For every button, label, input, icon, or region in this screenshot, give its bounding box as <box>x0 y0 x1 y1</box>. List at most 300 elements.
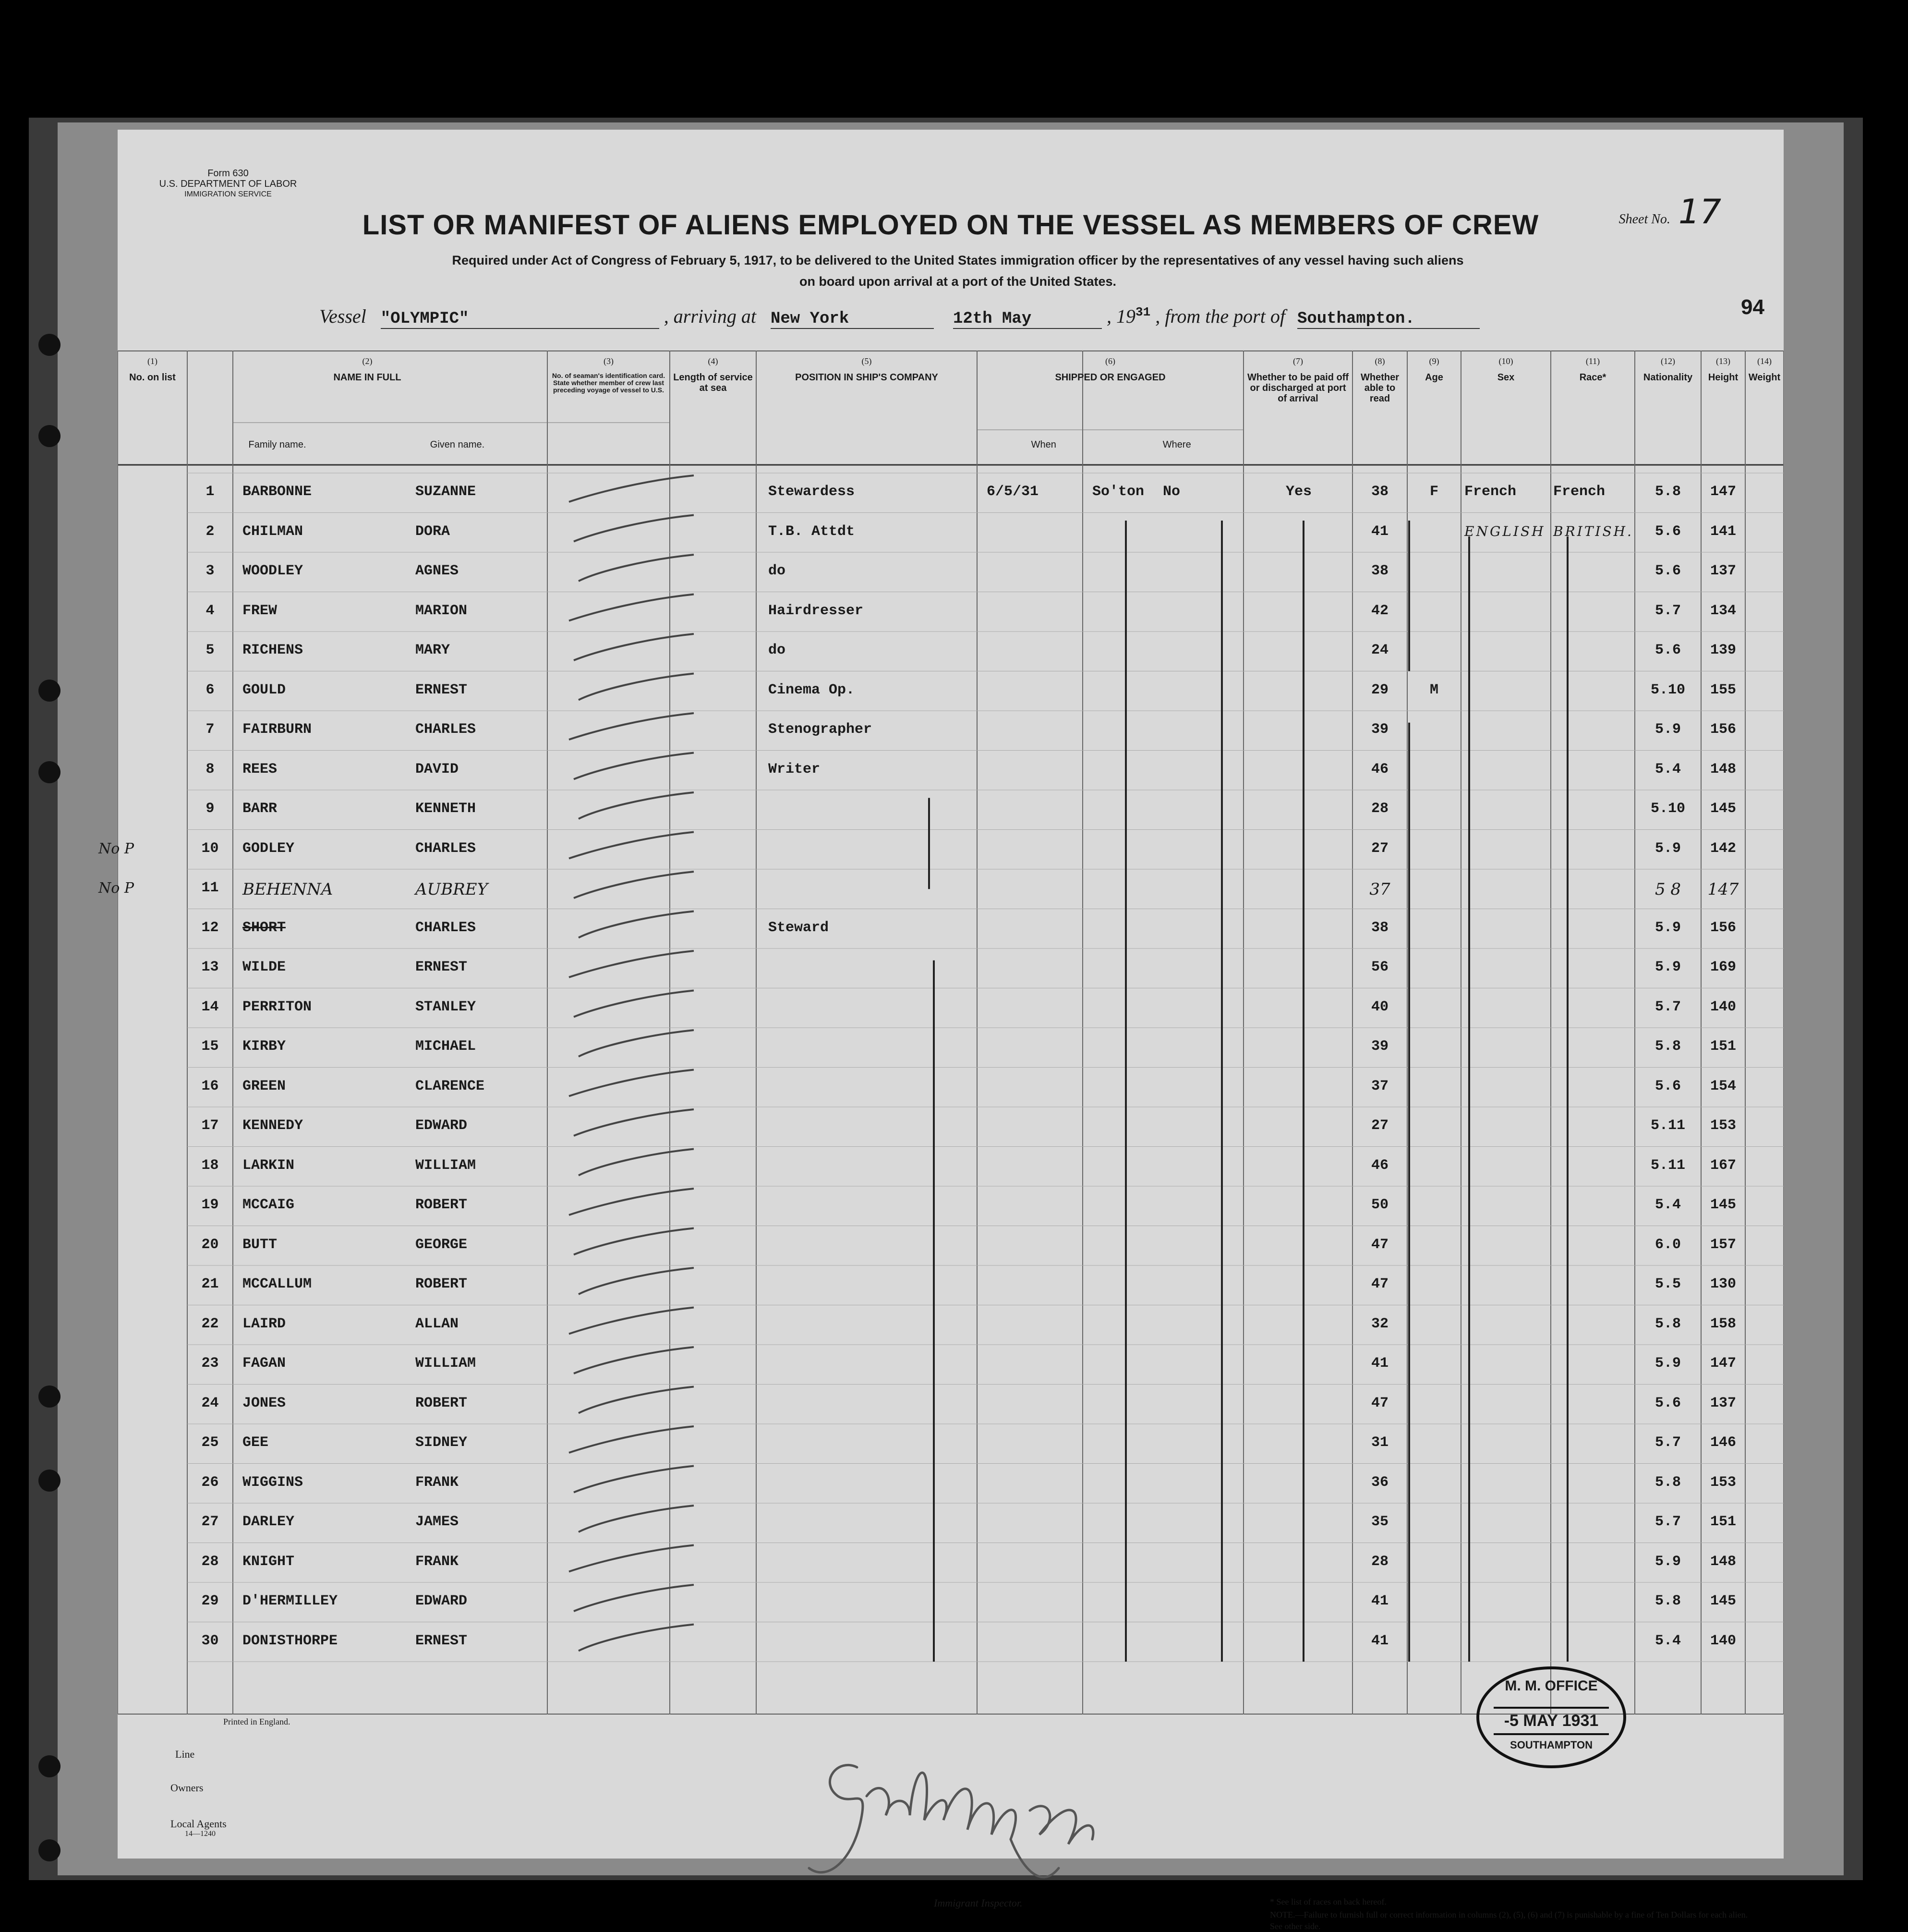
cell-where: So'ton <box>1092 484 1145 500</box>
check-stroke <box>574 991 694 1017</box>
col-num-service-length: (4) <box>708 356 718 366</box>
cell-no: 24 <box>201 1395 219 1411</box>
check-stroke <box>574 753 694 779</box>
cell-given: FRANK <box>415 1553 459 1570</box>
cell-weight: 137 <box>1710 1395 1736 1411</box>
col-header-paid-off: Whether to be paid off or discharged at port of arrival <box>1247 372 1349 404</box>
cell-family: BARBONNE <box>242 484 312 500</box>
sheet-label: Sheet No. <box>1618 212 1670 227</box>
cell-read: Yes <box>1285 484 1312 500</box>
cell-no: 6 <box>205 681 215 698</box>
form-info <box>156 168 300 200</box>
cell-height: 5.8 <box>1654 1593 1681 1609</box>
cell-position: Stewardess <box>768 484 855 500</box>
cell-given: GEORGE <box>415 1236 468 1253</box>
col-num-read: (8) <box>1375 356 1385 366</box>
departure-port: Southampton. <box>1297 310 1480 329</box>
check-stroke <box>574 634 694 660</box>
cell-given: SUZANNE <box>415 484 476 500</box>
cell-family: MCCAIG <box>242 1197 295 1213</box>
check-stroke <box>574 1228 694 1255</box>
margin-note: No P <box>98 880 134 897</box>
cell-no: 11 <box>201 880 219 896</box>
check-stroke <box>569 1308 694 1334</box>
cell-family: DONISTHORPE <box>242 1632 338 1649</box>
manifest-page <box>98 130 1784 1931</box>
cell-given: DAVID <box>415 761 459 778</box>
department: U.S. DEPARTMENT OF LABOR <box>159 179 297 189</box>
vessel-line <box>319 305 1760 329</box>
cell-weight: 153 <box>1710 1474 1736 1491</box>
cell-no: 20 <box>201 1236 219 1253</box>
cell-height: 5.9 <box>1654 840 1681 857</box>
cell-family: DARLEY <box>242 1514 295 1530</box>
cell-height: 5.9 <box>1654 959 1681 975</box>
cell-family: WOODLEY <box>242 563 303 579</box>
cell-family: RICHENS <box>242 642 303 658</box>
cell-position: Stenographer <box>768 721 872 738</box>
cell-weight: 153 <box>1710 1118 1736 1134</box>
cell-weight: 147 <box>1710 484 1736 500</box>
col-header-id-card: No. of seaman's identification card. State whether member of crew last preceding voyage of vessel to U.S. <box>552 372 665 394</box>
cell-weight: 130 <box>1710 1276 1736 1292</box>
check-stroke <box>574 515 694 542</box>
col-num-height: (13) <box>1716 356 1730 366</box>
cell-weight: 145 <box>1710 801 1736 817</box>
cell-age: 35 <box>1371 1514 1389 1530</box>
cell-given: MARY <box>415 642 450 658</box>
cell-weight: 148 <box>1710 1553 1736 1570</box>
year-value: 31 <box>1135 305 1151 319</box>
cell-given: JAMES <box>415 1514 459 1530</box>
stamp-top: M. M. OFFICE <box>1505 1678 1598 1694</box>
col-subheader-name-0: Family name. <box>248 439 306 450</box>
cell-height: 5.8 <box>1654 1315 1681 1332</box>
cell-height: 5.7 <box>1654 1434 1681 1451</box>
cell-weight: 151 <box>1710 1514 1736 1530</box>
cell-age: 39 <box>1371 721 1389 738</box>
cell-age: 41 <box>1371 1632 1389 1649</box>
cell-age: 38 <box>1371 563 1389 579</box>
cell-family: LAIRD <box>242 1315 286 1332</box>
cell-family: FAIRBURN <box>242 721 312 738</box>
check-stroke <box>579 674 694 700</box>
col-num-weight: (14) <box>1757 356 1772 366</box>
cell-family: WILDE <box>242 959 286 975</box>
cell-family: GEE <box>242 1434 269 1451</box>
cell-age: 32 <box>1371 1315 1389 1332</box>
sheet-value: 17 <box>1678 192 1721 231</box>
cell-given: ALLAN <box>415 1315 459 1332</box>
cell-age: 39 <box>1371 1038 1389 1055</box>
cell-weight: 147 <box>1707 880 1739 899</box>
cell-paid-off: No <box>1162 484 1180 500</box>
cell-no: 14 <box>201 998 219 1015</box>
col-header-nationality: Nationality <box>1643 372 1693 383</box>
cell-no: 21 <box>201 1276 219 1292</box>
cell-weight: 139 <box>1710 642 1736 658</box>
cell-height: 5.4 <box>1654 1632 1681 1649</box>
cell-given: DORA <box>415 523 450 540</box>
cell-family: MCCALLUM <box>242 1276 312 1292</box>
cell-given: ERNEST <box>415 1632 468 1649</box>
cell-age: 24 <box>1371 642 1389 658</box>
check-stroke <box>574 872 694 898</box>
check-stroke <box>569 1426 694 1453</box>
cell-family: REES <box>242 761 278 778</box>
cell-no: 27 <box>201 1514 219 1530</box>
cell-height: 5.5 <box>1654 1276 1681 1292</box>
col-header-service-length: Length of service at sea <box>673 372 753 393</box>
cell-given: MICHAEL <box>415 1038 476 1055</box>
cell-given: STANLEY <box>415 998 476 1015</box>
col-num-sex: (10) <box>1498 356 1513 366</box>
cell-height: 5.6 <box>1654 563 1681 579</box>
cell-given: MARION <box>415 602 468 619</box>
col-num-no: (1) <box>147 356 157 366</box>
cell-given: WILLIAM <box>415 1157 476 1174</box>
cell-given: ROBERT <box>415 1197 468 1213</box>
cell-height: 5.7 <box>1654 998 1681 1015</box>
cell-family: BARR <box>242 801 278 817</box>
cell-family: WIGGINS <box>242 1474 303 1491</box>
form-number: Form 630 <box>207 168 249 179</box>
check-stroke <box>579 911 694 938</box>
check-stroke <box>569 1189 694 1215</box>
cell-given: EDWARD <box>415 1118 468 1134</box>
check-stroke <box>579 1506 694 1532</box>
cell-position: Cinema Op. <box>768 681 855 698</box>
check-stroke <box>579 1030 694 1057</box>
col-header-read: Whether able to read <box>1361 372 1399 404</box>
binder-hole <box>38 1839 60 1861</box>
cell-position: Steward <box>768 919 829 936</box>
arriving-label: , arriving at <box>664 305 756 327</box>
form-code: 14—1240 <box>185 1830 216 1838</box>
cell-no: 26 <box>201 1474 219 1491</box>
col-header-height: Height <box>1708 372 1739 383</box>
binder-hole <box>38 1385 60 1408</box>
col-num-id-card: (3) <box>604 356 614 366</box>
cell-given: ROBERT <box>415 1276 468 1292</box>
cell-family: GOULD <box>242 681 286 698</box>
from-label: , from the port of <box>1155 305 1285 327</box>
check-stroke <box>569 475 694 502</box>
check-stroke <box>579 555 694 581</box>
cell-age: 38 <box>1371 484 1389 500</box>
cell-height: 5.10 <box>1650 681 1685 698</box>
office-stamp <box>1476 1666 1626 1768</box>
cell-age: 28 <box>1371 801 1389 817</box>
cell-weight: 155 <box>1710 681 1736 698</box>
check-stroke <box>569 713 694 740</box>
cell-weight: 145 <box>1710 1593 1736 1609</box>
cell-given: ROBERT <box>415 1395 468 1411</box>
cell-age: 27 <box>1371 1118 1389 1134</box>
cell-no: 7 <box>205 721 215 738</box>
year-prefix: , 19 <box>1107 305 1135 327</box>
owners-label: Owners <box>170 1782 204 1794</box>
cell-height: 5.10 <box>1650 801 1685 817</box>
col-header-position: POSITION IN SHIP'S COMPANY <box>795 372 938 383</box>
col-num-paid-off: (7) <box>1293 356 1303 366</box>
cell-family: KENNEDY <box>242 1118 303 1134</box>
col-num-shipped: (6) <box>1105 356 1115 366</box>
col-num-name: (2) <box>362 356 373 366</box>
cell-given: AGNES <box>415 563 459 579</box>
cell-weight: 147 <box>1710 1355 1736 1372</box>
col-header-sex: Sex <box>1497 372 1515 383</box>
agents-label: Local Agents <box>170 1818 227 1830</box>
cell-position: Hairdresser <box>768 602 864 619</box>
cell-sex: F <box>1429 484 1438 500</box>
cell-given: ERNEST <box>415 681 468 698</box>
cell-weight: 156 <box>1710 721 1736 738</box>
cell-given: CHARLES <box>415 840 476 857</box>
manifest-table <box>98 351 1784 1714</box>
cell-age: 41 <box>1371 1355 1389 1372</box>
cell-height: 5.6 <box>1654 1395 1681 1411</box>
cell-no: 18 <box>201 1157 219 1174</box>
cell-position: T.B. Attdt <box>768 523 855 540</box>
check-stroke <box>579 1149 694 1176</box>
col-subheader-shipped-1: Where <box>1162 439 1191 450</box>
cell-height: 5.4 <box>1654 761 1681 778</box>
stamp-bottom: SOUTHAMPTON <box>1510 1739 1593 1751</box>
subtitle-line-1: Required under Act of Congress of February 5, 1917, to be delivered to the United States immigration officer by the representatives of any vessel having such aliens <box>452 253 1464 267</box>
binder-hole <box>38 680 60 702</box>
cell-height: 5.9 <box>1654 1553 1681 1570</box>
cell-age: 37 <box>1369 880 1390 899</box>
inspector-label: Immigrant Inspector. <box>934 1897 1023 1909</box>
inspector-signature <box>799 1738 1232 1897</box>
cell-family: FREW <box>242 602 278 619</box>
cell-no: 8 <box>205 761 215 778</box>
line-label: Line <box>175 1748 195 1760</box>
cell-weight: 158 <box>1710 1315 1736 1332</box>
cell-age: 40 <box>1371 998 1389 1015</box>
col-header-race: Race* <box>1579 372 1606 383</box>
check-stroke <box>574 1109 694 1136</box>
cell-height: 5 8 <box>1654 880 1681 899</box>
cell-given: WILLIAM <box>415 1355 476 1372</box>
cell-no: 10 <box>201 840 219 857</box>
binder-hole <box>38 1755 60 1777</box>
cell-age: 47 <box>1371 1236 1389 1253</box>
check-stroke <box>579 1625 694 1651</box>
cell-family: PERRITON <box>242 998 312 1015</box>
cell-weight: 134 <box>1710 602 1736 619</box>
cell-height: 5.8 <box>1654 1474 1681 1491</box>
cell-age: 47 <box>1371 1276 1389 1292</box>
col-num-age: (9) <box>1429 356 1439 366</box>
cell-age: 29 <box>1371 681 1389 698</box>
cell-family: BUTT <box>242 1236 278 1253</box>
check-stroke <box>579 792 694 819</box>
cell-height: 5.6 <box>1654 642 1681 658</box>
stamp-date: -5 MAY 1931 <box>1494 1707 1609 1735</box>
cell-weight: 140 <box>1710 1632 1736 1649</box>
cell-sex: M <box>1429 681 1438 698</box>
cell-weight: 146 <box>1710 1434 1736 1451</box>
cell-no: 5 <box>205 642 215 658</box>
page-subtitle <box>310 250 1606 292</box>
margin-note: No P <box>98 840 134 857</box>
cell-weight: 151 <box>1710 1038 1736 1055</box>
cell-age: 37 <box>1371 1078 1389 1094</box>
cell-age: 28 <box>1371 1553 1389 1570</box>
cell-height: 5.7 <box>1654 1514 1681 1530</box>
cell-height: 5.6 <box>1654 523 1681 540</box>
check-stroke <box>569 1545 694 1572</box>
footnote-races: * See list of races on back hereof. <box>1270 1897 1387 1907</box>
cell-height: 5.8 <box>1654 484 1681 500</box>
cell-given: FRANK <box>415 1474 459 1491</box>
vessel-label: Vessel <box>319 305 366 327</box>
check-stroke <box>579 1387 694 1413</box>
cell-age: 27 <box>1371 840 1389 857</box>
cell-family: GODLEY <box>242 840 295 857</box>
cell-height: 5.4 <box>1654 1197 1681 1213</box>
table-grid <box>118 351 1784 1714</box>
cell-height: 6.0 <box>1654 1236 1681 1253</box>
col-num-position: (5) <box>861 356 872 366</box>
cell-family: KNIGHT <box>242 1553 295 1570</box>
cell-no: 2 <box>205 523 215 540</box>
cell-age: 47 <box>1371 1395 1389 1411</box>
cell-position: do <box>768 563 786 579</box>
page-number: 94 <box>1741 295 1764 319</box>
cell-weight: 140 <box>1710 998 1736 1015</box>
printed-note: Printed in England. <box>223 1717 290 1726</box>
col-subheader-name-1: Given name. <box>430 439 485 450</box>
check-stroke <box>574 1585 694 1611</box>
cell-given: CLARENCE <box>415 1078 485 1094</box>
cell-weight: 141 <box>1710 523 1736 540</box>
cell-given: SIDNEY <box>415 1434 468 1451</box>
cell-age: 42 <box>1371 602 1389 619</box>
col-header-age: Age <box>1425 372 1443 383</box>
cell-family: KIRBY <box>242 1038 286 1055</box>
cell-weight: 137 <box>1710 563 1736 579</box>
check-stroke <box>574 1347 694 1373</box>
cell-height: 5.7 <box>1654 602 1681 619</box>
cell-given: EDWARD <box>415 1593 468 1609</box>
binder-hole <box>38 761 60 783</box>
cell-nationality: BRITISH. <box>1553 523 1633 539</box>
cell-age: 38 <box>1371 919 1389 936</box>
cell-family: GREEN <box>242 1078 286 1094</box>
cell-age: 46 <box>1371 761 1389 778</box>
vessel-name: "OLYMPIC" <box>381 310 659 329</box>
col-header-name: NAME IN FULL <box>333 372 401 383</box>
cell-family: SHORT <box>242 919 286 936</box>
cell-family: FAGAN <box>242 1355 286 1372</box>
check-stroke <box>569 1070 694 1096</box>
cell-race: ENGLISH <box>1464 523 1546 539</box>
cell-no: 13 <box>201 959 219 975</box>
cell-age: 50 <box>1371 1197 1389 1213</box>
cell-nationality: French <box>1553 484 1606 500</box>
cell-no: 15 <box>201 1038 219 1055</box>
cell-height: 5.9 <box>1654 1355 1681 1372</box>
cell-family: CHILMAN <box>242 523 303 540</box>
binder-hole <box>38 334 60 356</box>
cell-no: 3 <box>205 563 215 579</box>
cell-weight: 154 <box>1710 1078 1736 1094</box>
col-header-shipped: SHIPPED OR ENGAGED <box>1055 372 1166 383</box>
cell-given: KENNETH <box>415 801 476 817</box>
cell-no: 25 <box>201 1434 219 1451</box>
cell-age: 36 <box>1371 1474 1389 1491</box>
cell-no: 22 <box>201 1315 219 1332</box>
cell-weight: 148 <box>1710 761 1736 778</box>
cell-no: 23 <box>201 1355 219 1372</box>
cell-no: 4 <box>205 602 215 619</box>
cell-no: 9 <box>205 801 215 817</box>
cell-height: 5.8 <box>1654 1038 1681 1055</box>
cell-height: 5.9 <box>1654 919 1681 936</box>
cell-family: D'HERMILLEY <box>242 1593 338 1609</box>
cell-no: 19 <box>201 1197 219 1213</box>
cell-height: 5.9 <box>1654 721 1681 738</box>
check-stroke <box>569 951 694 977</box>
col-num-nationality: (12) <box>1661 356 1675 366</box>
cell-weight: 167 <box>1710 1157 1736 1174</box>
cell-weight: 157 <box>1710 1236 1736 1253</box>
col-subheader-shipped-0: When <box>1031 439 1056 450</box>
cell-position: Writer <box>768 761 821 778</box>
cell-age: 41 <box>1371 523 1389 540</box>
col-header-no: No. on list <box>129 372 176 383</box>
col-num-race: (11) <box>1585 356 1600 366</box>
cell-age: 46 <box>1371 1157 1389 1174</box>
cell-height: 5.6 <box>1654 1078 1681 1094</box>
cell-family: BEHENNA <box>242 880 333 899</box>
cell-age: 56 <box>1371 959 1389 975</box>
cell-weight: 156 <box>1710 919 1736 936</box>
check-stroke <box>579 1268 694 1294</box>
page-title: LIST OR MANIFEST OF ALIENS EMPLOYED ON THE VESSEL AS MEMBERS OF CREW <box>362 209 1539 241</box>
cell-weight: 145 <box>1710 1197 1736 1213</box>
cell-no: 28 <box>201 1553 219 1570</box>
check-stroke <box>569 832 694 859</box>
cell-family: JONES <box>242 1395 286 1411</box>
binder-hole <box>38 1470 60 1492</box>
cell-no: 17 <box>201 1118 219 1134</box>
cell-weight: 142 <box>1710 840 1736 857</box>
subtitle-line-2: on board upon arrival at a port of the United States. <box>799 274 1117 289</box>
col-header-weight: Weight <box>1748 372 1781 383</box>
arrival-date: 12th May <box>953 310 1102 329</box>
arriving-port: New York <box>771 310 934 329</box>
cell-height: 5.11 <box>1650 1118 1685 1134</box>
check-stroke <box>574 1466 694 1493</box>
cell-position: do <box>768 642 786 658</box>
cell-given: ERNEST <box>415 959 468 975</box>
cell-no: 16 <box>201 1078 219 1094</box>
cell-given: CHARLES <box>415 721 476 738</box>
cell-family: LARKIN <box>242 1157 295 1174</box>
check-stroke <box>569 595 694 621</box>
cell-age: 41 <box>1371 1593 1389 1609</box>
service: IMMIGRATION SERVICE <box>184 190 272 198</box>
cell-age: 31 <box>1371 1434 1389 1451</box>
cell-race: French <box>1464 484 1517 500</box>
cell-given: AUBREY <box>415 880 488 899</box>
cell-when: 6/5/31 <box>987 484 1039 500</box>
cell-weight: 169 <box>1710 959 1736 975</box>
